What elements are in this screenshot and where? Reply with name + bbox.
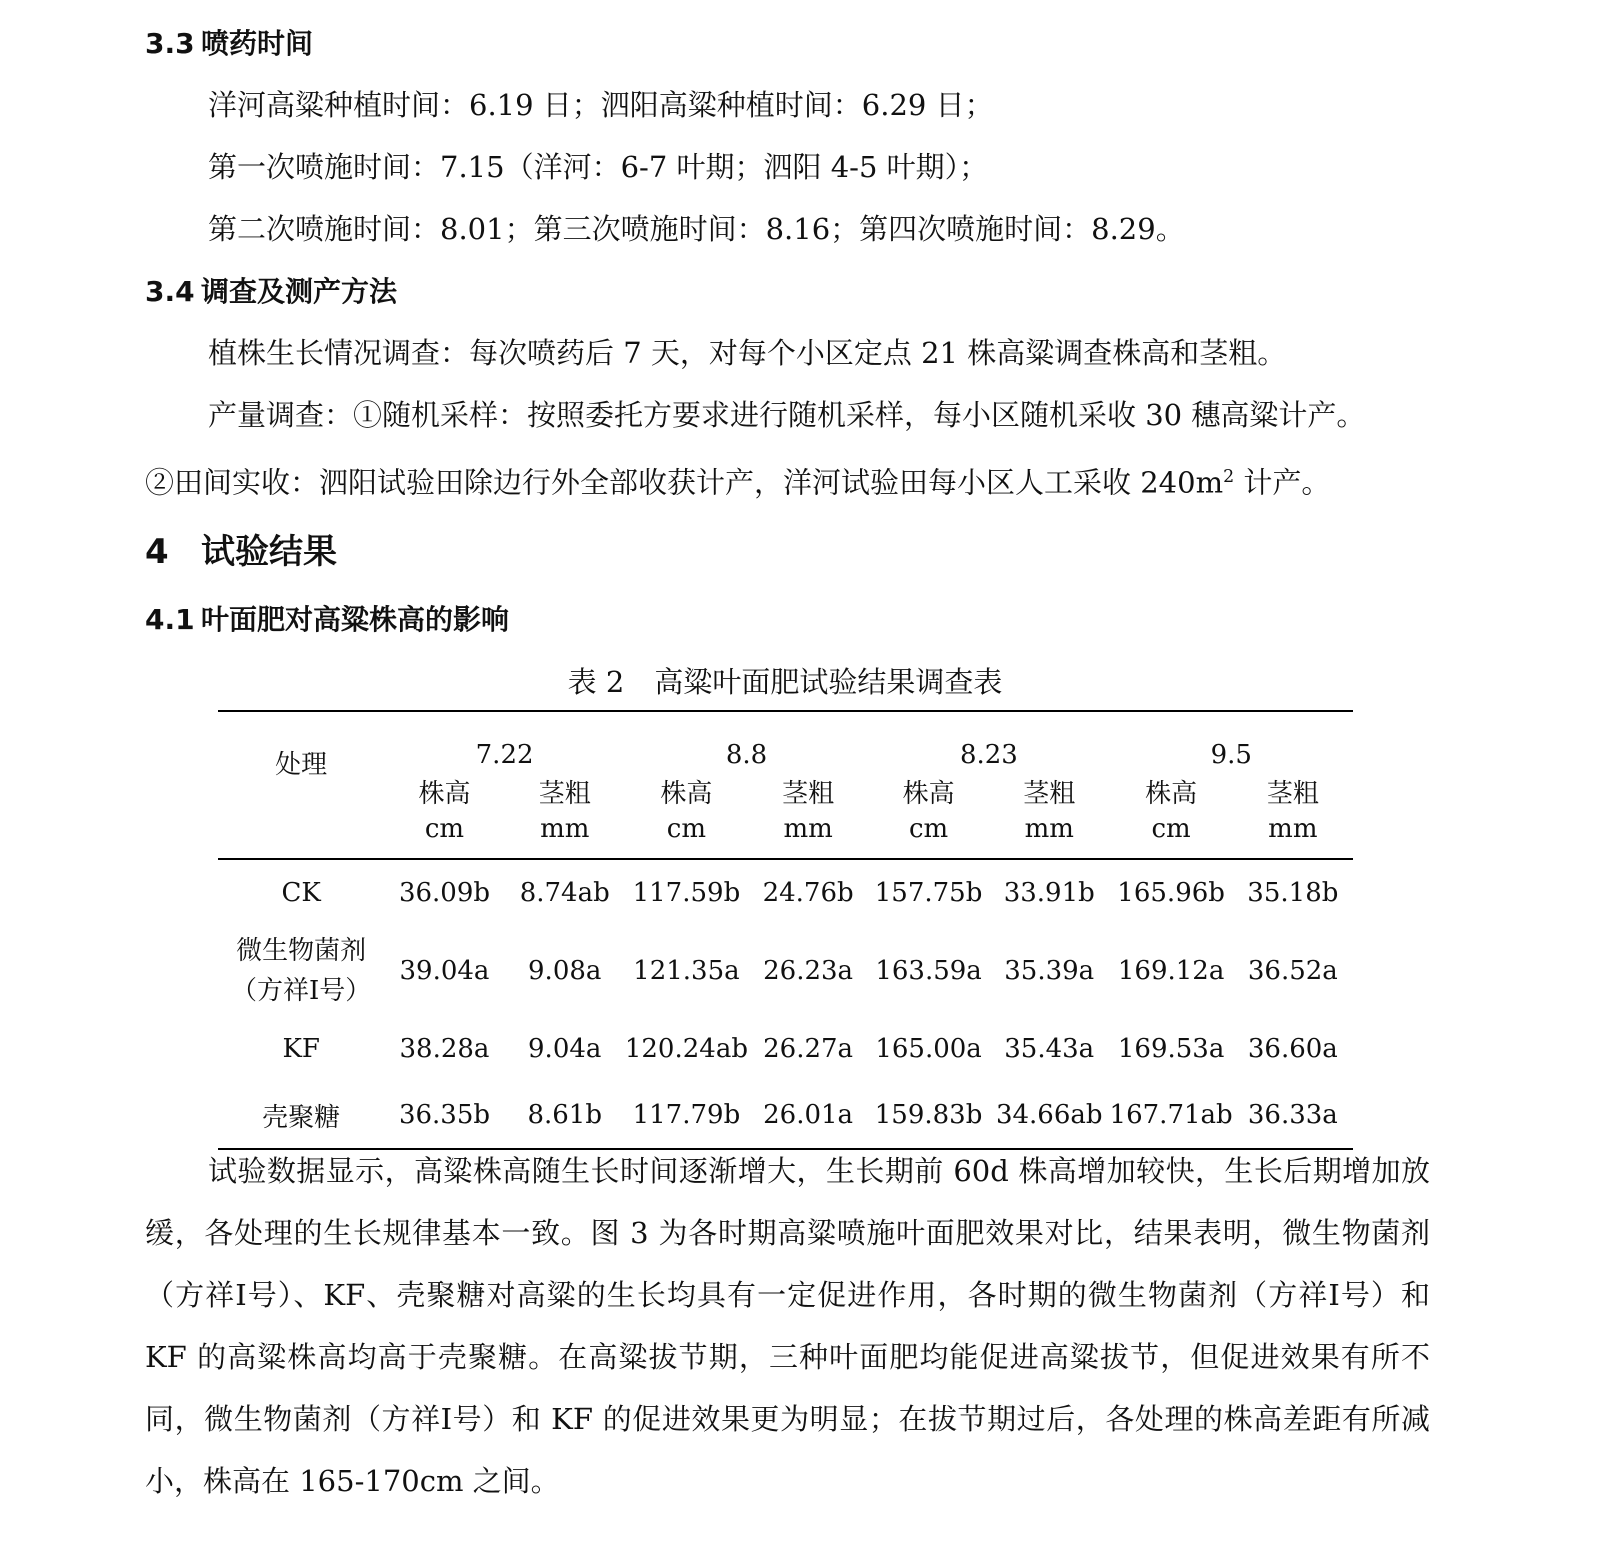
table-cell: 26.01a [748, 1082, 868, 1149]
table-row [218, 1016, 1353, 1082]
table-cell: 9.04a [528, 1034, 602, 1064]
table-caption [0, 660, 1570, 701]
table-cell: 24.76b [762, 878, 854, 908]
section-heading-3-4 [145, 270, 397, 310]
treatment-name: CK [281, 878, 321, 908]
date-header: 7.22 [384, 711, 625, 770]
unit-header: mm [505, 812, 625, 859]
table-header-units [218, 812, 1353, 859]
table-cell: 159.83b [868, 1082, 989, 1149]
measure-header: 株高 [660, 778, 713, 809]
unit-header: mm [748, 812, 868, 859]
results-table [218, 710, 1353, 1150]
paragraph-conclusion: 试验数据显示，高粱株高随生长时间逐渐增大，生长期前 60d 株高增加较快，生长后期增加放缓，各处理的生长规律基本一致。图 3 为各时期高粱喷施叶面肥效果对比，结果表明，微生物菌剂（方祥Ⅰ号）、KF、壳聚糖对高粱的生长均具有一定促进作用，各时期的微生物菌剂（方祥Ⅰ号）和 KF 的高粱株高均高于壳聚糖。在高粱拔节期，三种叶面肥均能促进高粱拔节，但促进效果有所不同，微生物菌剂（方祥Ⅰ号）和 KF 的促进效果更为明显；在拔节期过后，各处理的株高差距有所减小，株高在 165-170cm 之间。 [145, 1154, 1430, 1498]
table-cell: 26.27a [763, 1034, 854, 1064]
section-title: 叶面肥对高粱株高的影响 [201, 603, 510, 636]
measure-header: 茎粗 [1266, 778, 1319, 809]
paragraph-growth-survey: 植株生长情况调查：每次喷药后 7 天，对每个小区定点 21 株高粱调查株高和茎粗。 [208, 336, 1287, 370]
table-title: 高粱叶面肥试验结果调查表 [654, 665, 1003, 699]
section-title: 试验结果 [201, 532, 337, 572]
table-cell: 34.66ab [989, 1082, 1110, 1149]
section-title: 调查及测产方法 [201, 275, 398, 308]
treatment-name-line: 微生物菌剂 [236, 936, 367, 966]
table-cell: 163.59a [875, 956, 982, 986]
unit-header: cm [868, 812, 989, 859]
table-row [218, 1082, 1353, 1149]
section-number: 4.1 [145, 603, 195, 636]
table-cell: 36.33a [1233, 1082, 1353, 1149]
paragraph-planting-dates: 洋河高粱种植时间：6.19 日；泗阳高粱种植时间：6.29 日； [208, 88, 994, 122]
measure-header: 茎粗 [1023, 778, 1076, 809]
superscript-2: 2 [1223, 467, 1235, 487]
table-header-dates [218, 711, 1353, 770]
table-cell: 117.59b [632, 878, 741, 908]
field-harvest-tail: 计产。 [1234, 465, 1331, 500]
table-cell: 120.24ab [624, 1034, 748, 1064]
table-cell: 35.43a [1004, 1034, 1095, 1064]
measure-header: 株高 [902, 778, 955, 809]
table-cell: 157.75b [874, 878, 983, 908]
table-cell: 36.35b [384, 1082, 504, 1149]
table-cell: 35.18b [1247, 878, 1339, 908]
section-number: 3.3 [145, 27, 195, 60]
table-cell: 33.91b [1003, 878, 1095, 908]
section-number: 3.4 [145, 275, 195, 308]
measure-header: 茎粗 [782, 778, 835, 809]
measure-header: 株高 [418, 778, 471, 809]
unit-header: cm [384, 812, 504, 859]
table-cell: 38.28a [399, 1034, 490, 1064]
table-cell: 35.39a [1004, 956, 1095, 986]
table-cell: 165.00a [875, 1034, 982, 1064]
table-cell: 26.23a [763, 956, 854, 986]
unit-header: mm [989, 812, 1110, 859]
measure-header: 茎粗 [538, 778, 591, 809]
table-label: 表 2 [567, 665, 625, 699]
paragraph-field-harvest [145, 446, 1430, 514]
table-cell: 117.79b [625, 1082, 748, 1149]
table-cell: 39.04a [399, 956, 490, 986]
table-cell: 36.09b [398, 878, 491, 908]
table-cell: 165.96b [1117, 878, 1225, 908]
paragraph-yield-survey: 产量调查：①随机采样：按照委托方要求进行随机采样，每小区随机采收 30 穗高粱计产。 [208, 398, 1366, 432]
table-header-measures [218, 770, 1353, 812]
section-number: 4 [145, 532, 169, 572]
table-row [218, 859, 1353, 926]
table-cell: 9.08a [528, 956, 602, 986]
date-header: 8.23 [868, 711, 1109, 770]
table-cell: 167.71ab [1110, 1082, 1233, 1149]
table-cell: 36.60a [1247, 1034, 1338, 1064]
table-cell: 36.52a [1247, 956, 1338, 986]
treatment-header: 处理 [218, 711, 384, 812]
unit-header: mm [1233, 812, 1353, 859]
treatment-name: 壳聚糖 [218, 1082, 384, 1149]
table-row [218, 926, 1353, 1016]
unit-header: cm [625, 812, 748, 859]
table-cell: 169.53a [1117, 1034, 1225, 1064]
results-table-container [218, 710, 1353, 1150]
table-cell: 8.74ab [519, 878, 610, 908]
paragraph-first-spray: 第一次喷施时间：7.15（洋河：6-7 叶期；泗阳 4-5 叶期）； [208, 150, 989, 184]
table-cell: 121.35a [633, 956, 740, 986]
date-header: 8.8 [625, 711, 868, 770]
table-cell: 169.12a [1117, 956, 1225, 986]
section-heading-3-3 [145, 22, 313, 62]
measure-header: 株高 [1145, 778, 1198, 809]
field-harvest-text: ②田间实收：泗阳试验田除边行外全部收获计产，洋河试验田每小区人工采收 240m [145, 465, 1224, 500]
treatment-name [218, 926, 384, 1016]
section-heading-4-1 [145, 598, 509, 638]
treatment-name-line: （方祥Ⅰ号） [231, 976, 372, 1006]
section-title: 喷药时间 [201, 27, 314, 60]
section-heading-4 [145, 524, 337, 573]
table-cell: 8.61b [505, 1082, 625, 1149]
treatment-name: KF [282, 1034, 320, 1064]
unit-header: cm [1110, 812, 1233, 859]
paragraph-later-sprays: 第二次喷施时间：8.01；第三次喷施时间：8.16；第四次喷施时间：8.29。 [208, 212, 1185, 246]
date-header: 9.5 [1110, 711, 1353, 770]
